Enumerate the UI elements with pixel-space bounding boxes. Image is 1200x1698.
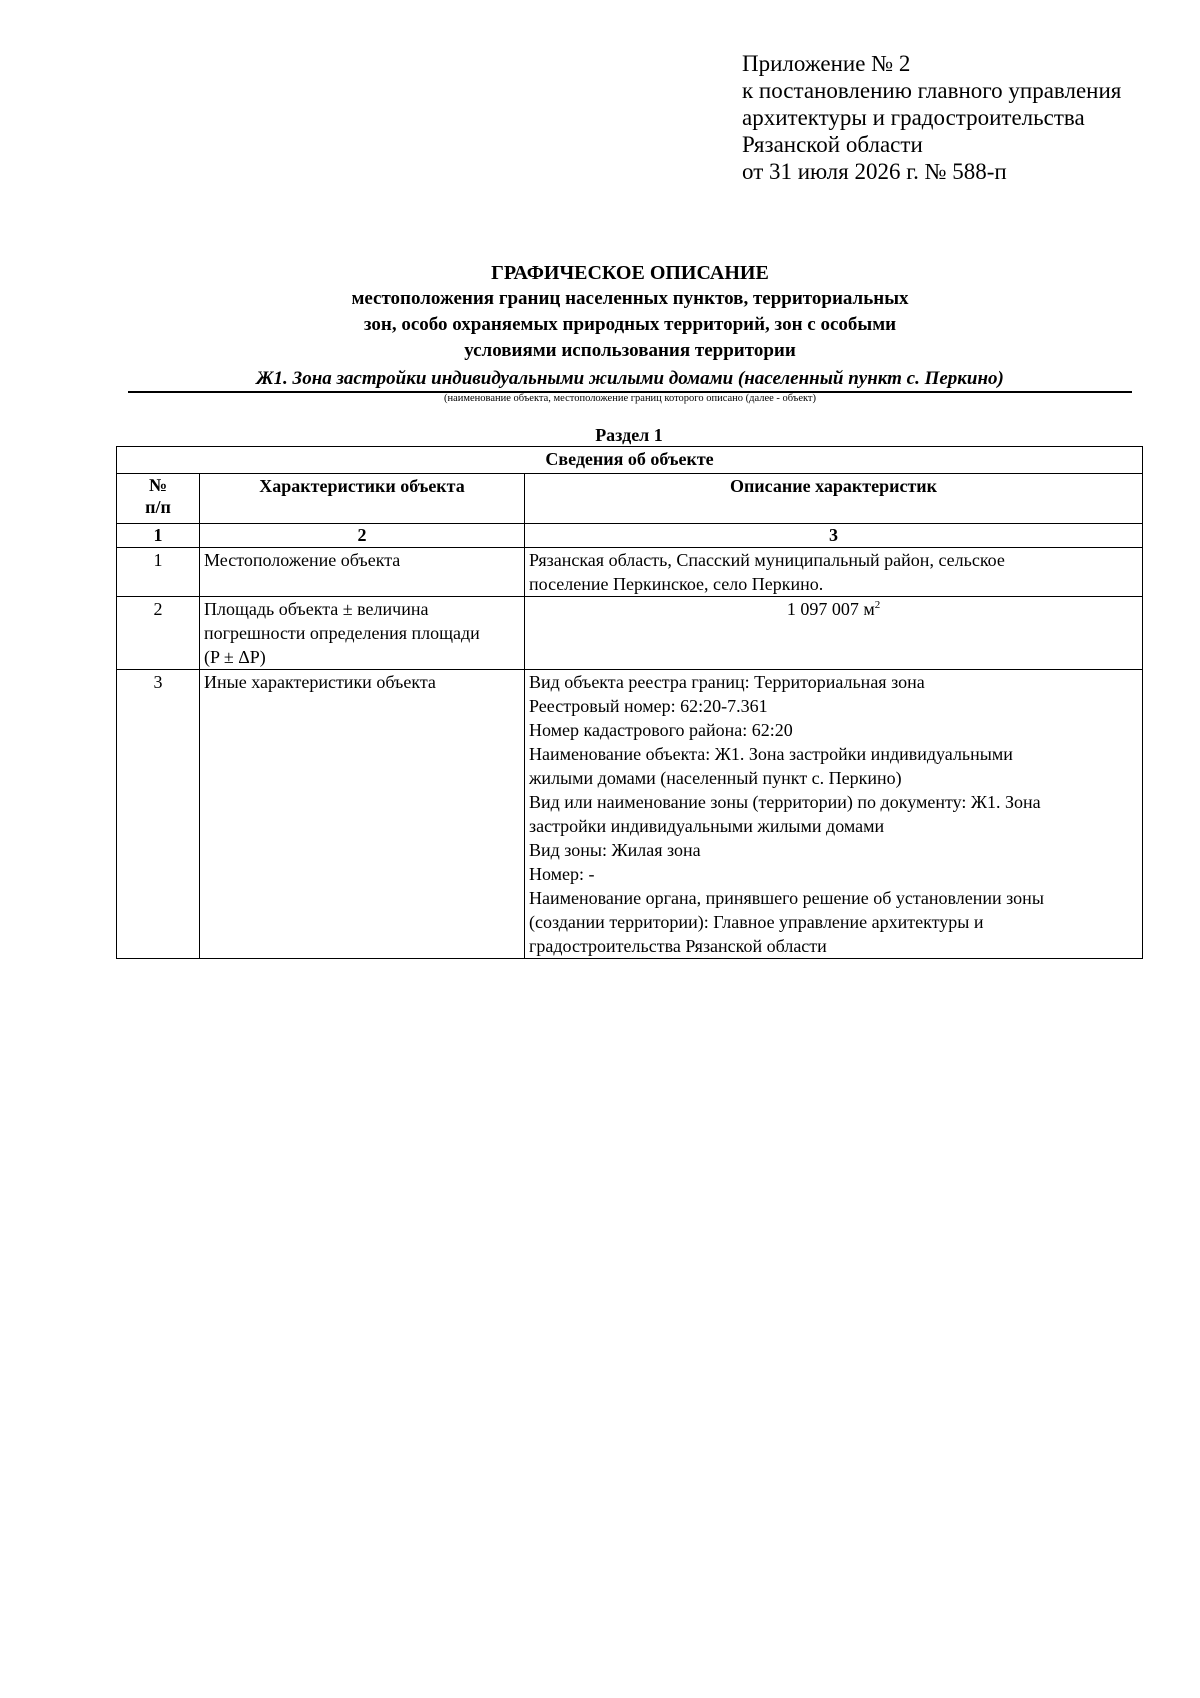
description-line: Вид объекта реестра границ: Территориальная зона <box>529 672 925 692</box>
description-line: (создании территории): Главное управление архитектуры и <box>529 912 984 932</box>
column-number: 3 <box>525 524 1143 548</box>
header-description: Описание характеристик <box>525 474 1143 524</box>
appendix-line: архитектуры и градостроительства <box>742 105 1085 130</box>
description-line: Номер кадастрового района: 62:20 <box>529 720 793 740</box>
description-line: Вид или наименование зоны (территории) по документу: Ж1. Зона <box>529 792 1041 812</box>
object-name: Ж1. Зона застройки индивидуальными жилыми домами (населенный пункт с. Перкино) <box>128 367 1132 393</box>
object-name-caption: (наименование объекта, местоположение границ которого описано (далее - объект) <box>443 393 817 404</box>
section-title: Раздел 1 <box>595 425 663 445</box>
object-info-table <box>116 446 1143 959</box>
table-header-row <box>117 474 1143 524</box>
table-row <box>117 548 1143 597</box>
title-block <box>0 260 1200 364</box>
table-row <box>117 670 1143 959</box>
description-line: поселение Перкинское, село Перкино. <box>529 574 824 594</box>
characteristic-line: Площадь объекта ± величина <box>204 599 429 619</box>
column-number: 1 <box>117 524 200 548</box>
table-caption: Сведения об объекте <box>117 447 1143 474</box>
appendix-block <box>742 50 1121 185</box>
header-number-line: № <box>148 475 168 495</box>
row-description <box>525 548 1143 597</box>
appendix-line: Рязанской области <box>742 132 923 157</box>
row-characteristic: Иные характеристики объекта <box>200 670 525 959</box>
header-number <box>117 474 200 524</box>
description-line: Рязанская область, Спасский муниципальный район, сельское <box>529 550 1005 570</box>
description-line: жилыми домами (населенный пункт с. Перкино) <box>529 768 902 788</box>
header-characteristic: Характеристики объекта <box>200 474 525 524</box>
description-line: Номер: - <box>529 864 595 884</box>
characteristic-line: погрешности определения площади <box>204 623 480 643</box>
description-line: Реестровый номер: 62:20-7.361 <box>529 696 768 716</box>
appendix-line: от 31 июля 2026 г. № 588-п <box>742 159 1007 184</box>
column-number-row <box>117 524 1143 548</box>
row-characteristic <box>200 597 525 670</box>
document-subtitle-line: зон, особо охраняемых природных территорий, зон с особыми <box>363 314 897 335</box>
row-characteristic: Местоположение объекта <box>200 548 525 597</box>
table-caption-row <box>117 447 1143 474</box>
area-value-cell <box>525 597 1143 670</box>
column-number: 2 <box>200 524 525 548</box>
document-subtitle-line: условиями использования территории <box>464 340 796 361</box>
area-value: 1 097 007 м <box>786 599 875 619</box>
table-row <box>117 597 1143 670</box>
row-number: 1 <box>117 548 200 597</box>
characteristic-line: (P ± ΔP) <box>204 647 266 667</box>
document-subtitle-line: местоположения границ населенных пунктов, территориальных <box>351 288 909 309</box>
row-number: 3 <box>117 670 200 959</box>
row-number: 2 <box>117 597 200 670</box>
appendix-line: к постановлению главного управления <box>742 78 1122 103</box>
description-line: Наименование органа, принявшего решение об установлении зоны <box>529 888 1044 908</box>
description-line: градостроительства Рязанской области <box>529 936 827 956</box>
document-title: ГРАФИЧЕСКОЕ ОПИСАНИЕ <box>491 262 769 284</box>
description-line: застройки индивидуальными жилыми домами <box>529 816 885 836</box>
row-description <box>525 670 1143 959</box>
description-line: Вид зоны: Жилая зона <box>529 840 701 860</box>
appendix-line: Приложение № 2 <box>742 51 911 76</box>
area-unit-superscript: 2 <box>874 599 881 611</box>
header-number-line: п/п <box>145 497 171 517</box>
description-line: Наименование объекта: Ж1. Зона застройки индивидуальными <box>529 744 1013 764</box>
